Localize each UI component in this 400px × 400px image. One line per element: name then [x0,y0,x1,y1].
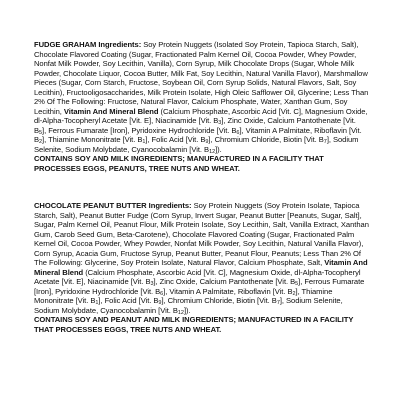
vitamin-subscript: 2 [39,139,43,145]
fudge-graham-title: FUDGE GRAHAM Ingredients: [34,40,142,49]
fudge-ingredients-text-3: ], Zinc Oxide, Calcium Pantothenate [Vit. B [34,116,356,135]
cpb-ingredients-text-5: ], Vitamin A Palmitate, Riboflavin [Vit. B [163,286,293,296]
vitamin-subscript: 7 [276,300,280,306]
fudge-ingredients-text-8: ], Chromium Chloride, Biotin [Vit. B [208,135,324,144]
vitamin-subscript: 9 [205,139,209,145]
cpb-ingredients-text-10: ]). [183,305,191,315]
chocolate-peanut-butter-ingredients [34,201,369,334]
cpb-ingredients-text-1: Soy Protein Nuggets (Soy Protein Isolate, Tapioca Starch, Salt), Peanut Butter Fudge (Corn Syrup, Invert Sugar, Peanut Butter [Peanuts, Sugar, Salt], Sugar, Palm Kernel Oil, Peanut Flour, Milk Protein Isolate, Soy Lecithin, Salt, Vanilla Extract, Xanthan Gum, Carob Seed Gum, Beta-Carotene), Chocolate Flavored Coating (Sugar, Fractionated Palm Kernel Oil, Cocoa Powder, Whey Powder, Nonfat Milk Powder, Soy Lecithin, Natural Vanilla Flavor), Corn Syrup, Acacia Gum, Fructose Syrup, Peanut Butter, Peanut Flour, Peanuts; Less Than 2% Of The Following: Glycerine, Soy Protein Isolate, Natural Flavor, Calcium Phosphate, Salt, [34,201,369,267]
cpb-vitamin-blend-label: Vitamin And Mineral Blend [34,258,368,277]
vitamin-subscript: 12 [209,148,216,155]
cpb-ingredients-text-2: (Calcium Phosphate, Ascorbic Acid [Vit. C], Magnesium Oxide, dl-Alpha-Tocopheryl Acetate [Vit. E], Niacinamide [Vit. B [34,267,361,286]
cpb-ingredients-text-8: ], Chromium Chloride, Biotin [Vit. B [161,296,277,305]
fudge-vitamin-blend-label: Vitamin And Mineral Blend [63,106,159,116]
vitamin-subscript: 9 [158,300,162,306]
fudge-ingredients-text-10: ]). [215,144,222,154]
vitamin-subscript: 7 [323,139,327,145]
fudge-ingredients-text-1: Soy Protein Nuggets (Isolated Soy Protein, Tapioca Starch, Salt), Chocolate Flavored Coating (Sugar, Fractionated Palm Kernel Oil, Cocoa Powder, Whey Powder, Nonfat Milk Powder, Soy Lecithin, Vanilla), Corn Syrup, Milk Chocolate Drops (Sugar, Whole Milk Powder, Chocolate Liquor, Cocoa Butter, Milk Fat, Soy Lecithin, Natural Vanilla Flavor), Marshmallow Pieces (Sugar, Corn Starch, Fructose, Soybean Oil, Corn Syrup Solids, Natural Flavors, Salt, Soy Lecithin), Fructooligosaccharides, Milk Protein Isolate, High Oleic Safflower Oil, Glycerine; Less Than 2% Of The Following: Fructose, Natural Flavor, Calcium Phosphate, Water, Xanthan Gum, Soy Lecithin, [34,40,369,116]
vitamin-subscript: 6 [160,290,164,297]
vitamin-subscript: 1 [142,139,146,145]
fudge-ingredients-text-6: ], Thiamine Mononitrate [Vit. B [42,135,143,144]
vitamin-subscript: 6 [236,129,240,136]
fudge-graham-ingredients [34,40,369,173]
vitamin-subscript: 3 [150,281,154,287]
cpb-ingredients-text-4: ], Ferrous Fumarate [Iron], Pyridoxine Hydrochloride [Vit. B [34,277,365,296]
fudge-allergen-statement: CONTAINS SOY AND MILK INGREDIENTS; MANUFACTURED IN A FACILITY THAT PROCESSES EGGS, PEANUTS, TREE NUTS AND WHEAT. [34,154,324,173]
ingredients-label [34,40,369,334]
vitamin-subscript: 5 [39,129,43,136]
cpb-ingredients-text-6: ], Thiamine Mononitrate [Vit. B [34,286,333,305]
cpb-allergen-statement: CONTAINS SOY AND PEANUT AND MILK INGREDIENTS; MANUFACTURED IN A FACILITY THAT PROCESSES EGGS, TREE NUTS AND WHEAT. [34,315,354,334]
fudge-ingredients-text-4: ], Ferrous Fumarate [Iron], Pyridoxine Hydrochloride [Vit. B [42,125,237,135]
vitamin-subscript: 12 [177,309,184,316]
vitamin-subscript: 1 [95,300,99,306]
fudge-ingredients-text-5: ], Vitamin A Palmitate, Riboflavin [Vit. B [34,125,362,144]
vitamin-subscript: 2 [292,290,296,297]
fudge-ingredients-text-9: ], Sodium Selenite, Sodium Molybdate, Cyanocobalamin [Vit. B [34,135,359,154]
fudge-ingredients-text-7: ], Folic Acid [Vit. B [145,135,206,144]
chocolate-peanut-butter-title: CHOCOLATE PEANUT BUTTER Ingredients: [34,201,192,210]
vitamin-subscript: 3 [218,120,222,126]
cpb-ingredients-text-3: ], Zinc Oxide, Calcium Pantothenate [Vit. B [153,277,296,286]
fudge-ingredients-text-2: (Calcium Phosphate, Ascorbic Acid [Vit. C], Magnesium Oxide, dl-Alpha-Tocopheryl Acetate [Vit. E], Niacinamide [Vit. B [34,106,368,125]
cpb-ingredients-text-9: ], Sodium Selenite, Sodium Molybdate, Cyanocobalamin [Vit. B [34,296,343,315]
cpb-ingredients-text-7: ], Folic Acid [Vit. B [98,296,159,305]
vitamin-subscript: 5 [295,281,299,287]
